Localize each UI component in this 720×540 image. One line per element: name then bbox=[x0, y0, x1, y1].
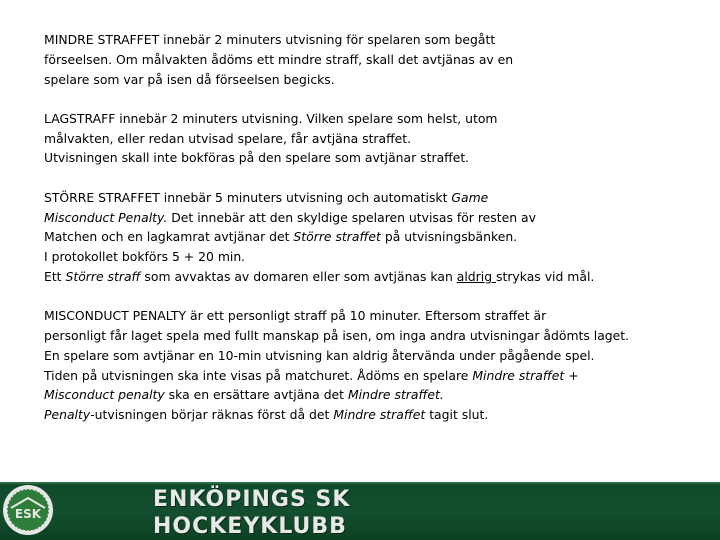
text-span: som avvaktas av domaren eller som avtjänas kan bbox=[140, 268, 457, 284]
club-name bbox=[153, 486, 350, 540]
text-line: spelare som var på isen då förseelsen begicks. bbox=[44, 71, 335, 87]
text-span: Det innebär att den skyldige spelaren utvisas för resten av bbox=[167, 209, 536, 225]
text-line bbox=[44, 267, 694, 287]
italic-term: Större straffet bbox=[293, 229, 381, 245]
text-line: En spelare som avtjänar en 10-min utvisning kan aldrig återvända under pågående spel. bbox=[44, 347, 595, 363]
italic-term: Större straff bbox=[65, 268, 141, 284]
italic-term: Mindre straffet bbox=[333, 407, 426, 423]
text-line: I protokollet bokförs 5 + 20 min. bbox=[44, 249, 246, 265]
text-span: -utvisningen börjar räknas först då det bbox=[90, 407, 334, 423]
italic-term: Mindre straffet. bbox=[347, 387, 444, 403]
text-line bbox=[44, 385, 694, 405]
text-span: Matchen och en lagkamrat avtjänar det bbox=[44, 229, 294, 245]
text-line: förseelsen. Om målvakten ådöms ett mindre straff, skall det avtjänas av en bbox=[44, 51, 514, 67]
footer-banner bbox=[0, 482, 720, 540]
club-logo-icon bbox=[2, 484, 54, 536]
club-name-line1: ENKÖPINGS SK bbox=[153, 487, 351, 512]
italic-term: Mindre straffet + bbox=[472, 367, 579, 383]
text-line: MINDRE STRAFFET innebär 2 minuters utvisning för spelaren som begått bbox=[44, 32, 496, 47]
text-line bbox=[44, 227, 694, 247]
text-span: tagit slut. bbox=[425, 407, 489, 423]
text-line: MISCONDUCT PENALTY är ett personligt straff på 10 minuter. Eftersom straffet är bbox=[44, 308, 547, 324]
italic-term: Misconduct Penalty. bbox=[44, 209, 168, 225]
text-line bbox=[44, 366, 694, 386]
italic-term: Penalty bbox=[44, 407, 91, 423]
text-span: ska en ersättare avtjäna det bbox=[164, 387, 348, 403]
text-span: Tiden på utvisningen ska inte visas på matchuret. Ådöms en spelare bbox=[44, 367, 473, 383]
logo-text: ESK bbox=[14, 507, 42, 521]
paragraph-storre-straffet bbox=[44, 188, 694, 287]
italic-term: Misconduct penalty bbox=[44, 387, 165, 403]
text-line: LAGSTRAFF innebär 2 minuters utvisning. Vilken spelare som helst, utom bbox=[44, 110, 498, 126]
text-line bbox=[44, 405, 694, 425]
paragraph-lagstraff bbox=[44, 109, 694, 168]
italic-term: Game bbox=[451, 189, 489, 205]
text-span: Ett bbox=[44, 268, 66, 284]
text-span: på utvisningsbänken. bbox=[380, 229, 518, 245]
club-name-line2: HOCKEYKLUBB bbox=[153, 514, 347, 539]
text-line: målvakten, eller redan utvisad spelare, får avtjäna straffet. bbox=[44, 130, 412, 146]
paragraph-mindre-straffet bbox=[44, 30, 694, 89]
text-span: STÖRRE STRAFFET innebär 5 minuters utvisning och automatiskt bbox=[44, 189, 452, 205]
paragraph-misconduct-penalty bbox=[44, 306, 694, 425]
text-span: strykas vid mål. bbox=[496, 268, 595, 284]
text-line: Utvisningen skall inte bokföras på den spelare som avtjänar straffet. bbox=[44, 150, 470, 166]
document-body bbox=[44, 30, 694, 445]
text-line bbox=[44, 208, 694, 228]
text-line: personligt får laget spela med fullt manskap på isen, om inga andra utvisningar ådömts laget. bbox=[44, 328, 630, 344]
underlined-word: aldrig bbox=[456, 268, 497, 284]
text-line bbox=[44, 188, 694, 208]
